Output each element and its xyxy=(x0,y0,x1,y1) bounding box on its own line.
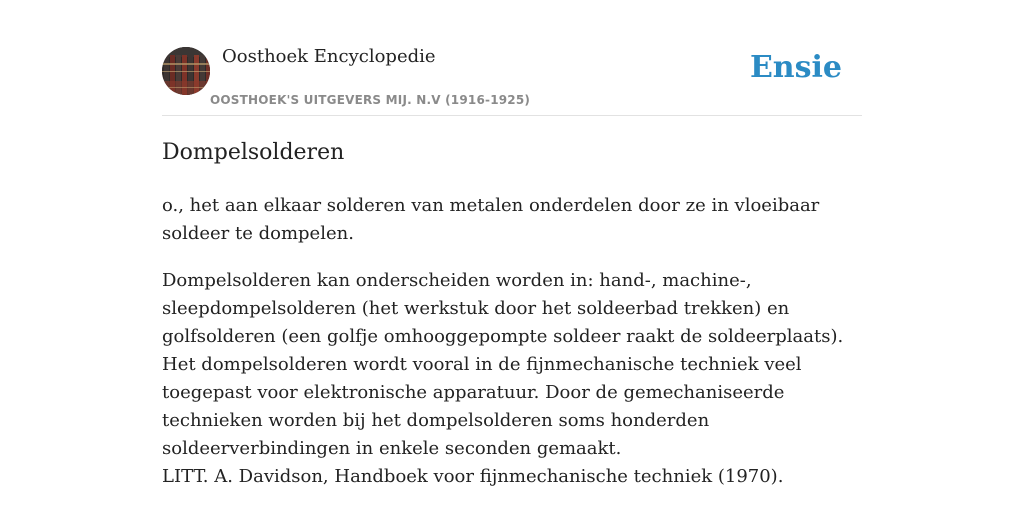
source-subtitle: OOSTHOEK'S UITGEVERS MIJ. N.V (1916-1925) xyxy=(210,93,531,107)
entry-paragraph-body: Dompelsolderen kan onderscheiden worden in: hand-, machine-, sleepdompelsolderen (het werkstuk door het soldeerbad trekken) en golfsolderen (een golfje omhooggepompte soldeer raakt de soldeerplaats). Het dompelsolderen wordt vooral in de fijnmechanische techniek veel toegepast voor elektronische apparatuur. Door de gemechaniseerde technieken worden bij het dompelsolderen soms honderden soldeerverbindingen in enkele seconden gemaakt. xyxy=(162,270,844,459)
source-title[interactable]: Oosthoek Encyclopedie xyxy=(222,46,436,67)
page-title: Dompelsolderen xyxy=(162,140,345,165)
header-divider xyxy=(162,115,862,116)
entry-card xyxy=(162,0,862,512)
brand-logo[interactable]: Ensie xyxy=(749,50,842,85)
entry-paragraph-definition: o., het aan elkaar solderen van metalen onderdelen door ze in vloeibaar soldeer te dompelen. xyxy=(162,195,820,244)
entry-paragraph-literature: LITT. A. Davidson, Handboek voor fijnmechanische techniek (1970). xyxy=(162,466,784,487)
book-spines-icon[interactable] xyxy=(162,47,210,95)
